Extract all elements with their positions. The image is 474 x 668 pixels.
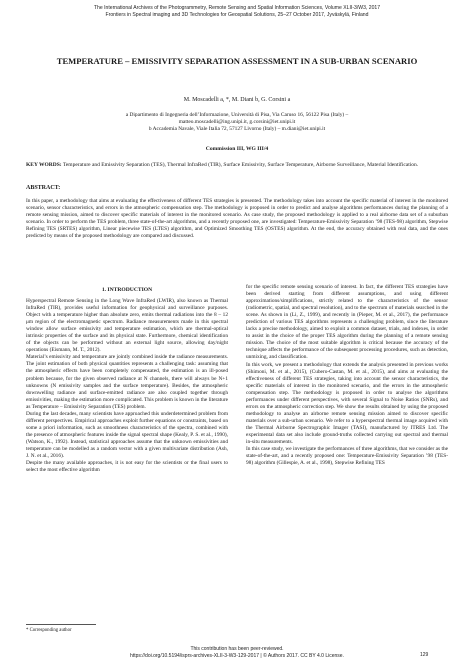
header-line-1: The International Archives of the Photogrammetry, Remote Sensing and Spatial Information Sciences, Volume XLII-3/W3, 2017: [93, 5, 381, 11]
footer-peer-review: This contribution has been peer-reviewed.: [190, 646, 284, 652]
intro-paragraph-1: Hyperspectral Remote Sensing in the Long Wave InfraRed (LWIR), also known as Thermal InfraRed (TIR), provides useful information for geophysical and surveillance purposes. Object with a temperature higher than absolute zero, emits thermal radiations into the 8 – 12 μm region of the electromagnetic spectrum. Radiance measurements made in this spectral window allow surface emissivity and temperature estimation, which are thermal-optical intrinsic properties of the surface and its physical state. Furthermore, chemical identification of the objects can be performed without an external light source, allowing day/night operations (Eismann, M. T., 2012).: [26, 298, 228, 354]
author-list: M. Moscadelli a, *, M. Diani b, G. Corsini a: [183, 97, 291, 103]
page-number: 129: [420, 652, 429, 658]
keywords: [26, 162, 446, 169]
left-column: [26, 298, 228, 474]
abstract-text: In this paper, a methodology that aims at evaluating the effectiveness of different TES strategies is presented. The methodology takes into account the specific material of interest in the monitored scenario, sensor characteristics, and errors in the atmospheric compensation step. The methodology is proposed in order to predict and analyse algorithms performances during the planning of a remote sensing mission, aimed to discover specific materials of interest in the monitored scenario. As case study, the proposed methodology is applied to a real airborne data set of a suburban scenario. In order to perform the TES problem, three state-of-the-art algorithms, and a recently proposed one, are investigated: Temperature-Emissivity Separation ’98 (TES-98) algorithm, Stepwise Refining TES (SRTES) algorithm, Linear piecewise TES (LTES) algorithm, and Optimized Smoothing TES (OSTES) algorithm. At the end, the accuracy obtained with real data, and the ones predicted by means of the proposed methodology are compared and discussed.: [26, 198, 448, 240]
keywords-text: Temperature and Emissivity Separation (TES), Thermal InfraRed (TIR), Surface Emissivity, Surface Temperature, Airborne Surveillance, Material Identification.: [62, 162, 419, 168]
affiliation-a-line-1: a Dipartimento di Ingegneria dell’Informazione, Università di Pisa, Via Caruso 16, 56122 Pisa (Italy) –: [125, 112, 349, 118]
intro-paragraph-2: Material’s emissivity and temperature are jointly combined inside the radiance measurements. The joint estimation of both physical quantities represents a challenging task: assuming that the atmospheric effects have been completely compensated, the estimation is an ill-posed problem because, for the given observed radiance at N channels, there will always be N+1 unknowns (N emissivity samples and the surface temperature). Besides, the atmospheric downwelling radiance and surface-emitted radiance are also coupled together through emissivities, making the estimation more complicated. This problem is known in the literature as Temperature – Emissivity Separation (TES) problem.: [26, 354, 228, 410]
running-header: [30, 5, 444, 18]
header-line-2: Frontiers in Spectral imaging and 3D Technologies for Geospatial Solutions, 25–27 October 2017, Jyväskylä, Finland: [105, 11, 369, 18]
footer-doi-license: https://doi.org/10.5194/isprs-archives-XLII-3-W3-129-2017 | © Authors 2017. CC BY 4.0 License.: [130, 652, 344, 659]
section-heading-introduction: 1. INTRODUCTION: [101, 287, 153, 293]
intro-paragraph-5: for the specific remote sensing scenario of interest. In fact, the different TES strategies have been derived starting from different assumptions, and using different approximations/simplifications, strictly related to the characteristics of the sensor (radiometric, spatial, and spectral resolution), and to the spectrum of materials searched in the scene. As shown in (Li, Z., 1999), and recently in (Pieper, M. et al., 2017), the performance prediction of various TES algorithms represents a challenging problem, since the literature lacks a precise methodology, aimed to exploit a common dataset, trials, and indexes, in order to assist in the choice of the proper TES algorithm during the planning of a remote sensing mission. The choice of the most suitable algorithm is critical because the accuracy of the technique affects the performance of the subsequent processing procedures, such as detection, unmixing, and classification.: [246, 284, 448, 361]
page-footer: [30, 646, 444, 659]
affiliation-a-emails: matteo.moscadelli@ing.unipi.it, g.corsini@iet.unipi.it: [178, 119, 296, 126]
abstract-heading: ABSTRACT:: [26, 185, 61, 191]
keywords-label: KEY WORDS:: [26, 162, 62, 168]
intro-paragraph-6: In this work, we present a methodology that extends the analysis presented in previous works (Shimoni, M. et al., 2015), (Cubero-Castan, M. et al., 2015), and aims at evaluating the effectiveness of different TES strategies, taking into account the sensor characteristics, the specific materials of interest in the monitored scenario, and the errors in the atmospheric compensation step. The methodology is proposed in order to analyse the algorithms performances under different perspectives, with several Signal to Noise Ratios (SNRs), and errors on the atmospheric correction step. We show the results obtained by using the proposed methodology to analyse an airborne remote sensing mission aimed to discover specific materials over a sub-urban scenario. We refer to a hyperspectral thermal image acquired with the Thermal Airborne Spectrographic Imager (TASI), manufactured by ITRES Ltd. The experimental data set also include ground-truths collected carrying out spectral and thermal in-situ measurements.: [246, 361, 448, 446]
right-column: [246, 284, 448, 467]
affiliations: [40, 112, 434, 134]
intro-paragraph-4: Despite the many available approaches, it is not easy for the scientists or the final users to select the most effective algorithm: [26, 460, 228, 474]
footnote-divider: [26, 624, 96, 625]
commission-label: Commission III, WG III/4: [205, 146, 269, 152]
intro-paragraph-7: In this case study, we investigate the performances of three algorithms, that we consider as the state-of-the-art, and a recently proposed one: Temperature-Emissivity Separation ’98 (TES-98) algorithm (Gillespie, A. et al., 1998), Stepwise Refining TES: [246, 446, 448, 467]
paper-title: TEMPERATURE – EMISSIVITY SEPARATION ASSESSMENT IN A SUB-URBAN SCENARIO: [56, 56, 418, 66]
footnote: * Corresponding author: [26, 628, 72, 633]
affiliation-b: b Accademia Navale, Viale Italia 72, 57127 Livorno (Italy) – m.diani@iet.unipi.it: [148, 126, 326, 133]
intro-paragraph-3: During the last decades, many scientists have approached this underdetermined problem from different perspectives. Empirical approaches exploit further equations or constraints, based on some a priori information, such as smoothness characteristics of the spectra, combined with the presence of atmospheric features inside the signal spectral shape (Kealy, P. S. et al., 1990), (Watson, K., 1992). Instead, statistical approaches assume that the unknown emissivities and temperature can be modelled as a random vector with a given multivariate distribution (Ash, J. N. et al., 2016).: [26, 410, 228, 460]
